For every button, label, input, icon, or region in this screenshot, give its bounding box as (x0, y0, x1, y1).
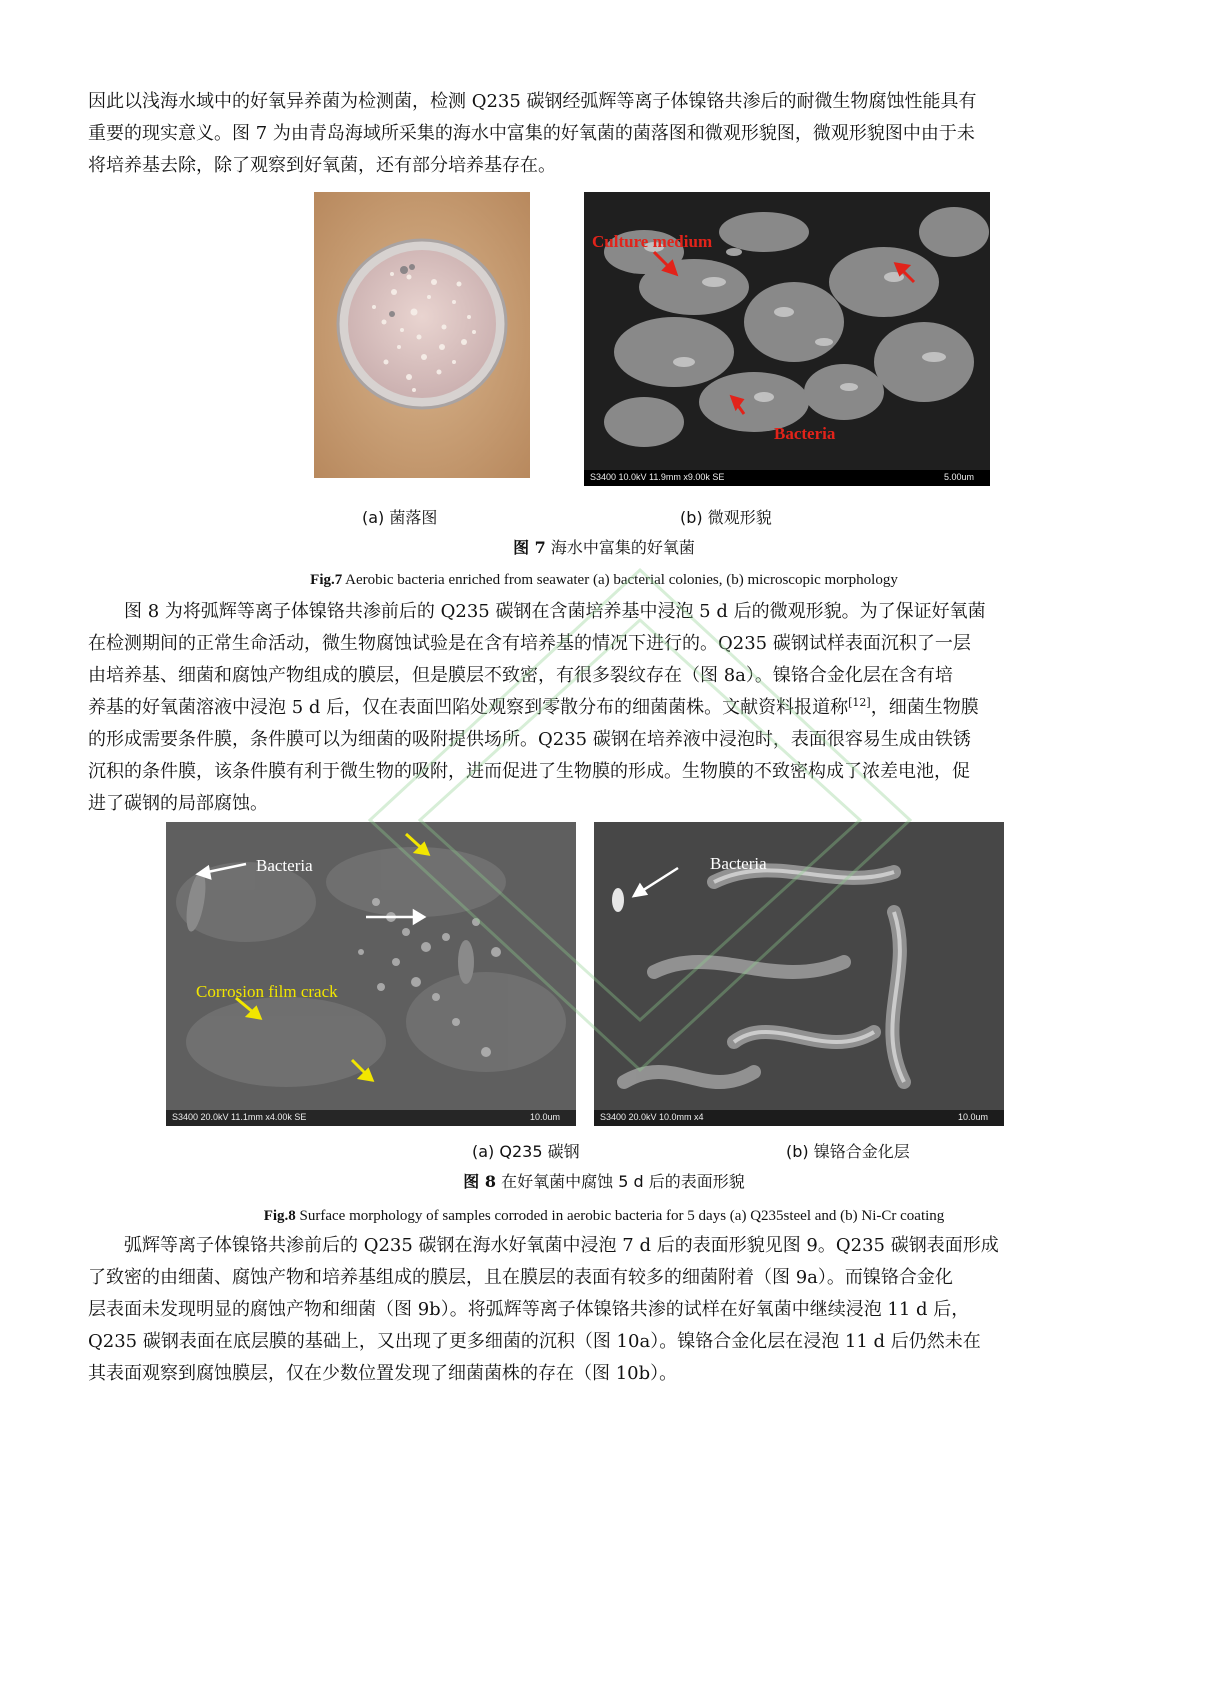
paragraph-3 (88, 1230, 1120, 1390)
sem-scale-label: 10.0um (958, 1112, 989, 1122)
caption-text: Aerobic bacteria enriched from seawater (a) bacterial colonies, (b) microscopic morphology (342, 572, 898, 588)
text-line: 沉积的条件膜，该条件膜有利于微生物的吸附，进而促进了生物膜的形成。生物膜的不致密构成了浓差电池，促 (88, 761, 970, 782)
text-line: 进了碳钢的局部腐蚀。 (88, 793, 268, 814)
figure-8b-sem-image (594, 822, 1004, 1126)
sem-info-bar: S3400 10.0kV 11.9mm x9.00k SE (590, 472, 725, 482)
text-line: 弧辉等离子体镍铬共渗前后的 Q235 碳钢在海水好氧菌中浸泡 7 d 后的表面形貌见图 9。Q235 碳钢表面形成 (124, 1235, 999, 1256)
annotation-corrosion-film-crack: Corrosion film crack (196, 982, 338, 1001)
figure-number: Fig.7 (310, 572, 343, 588)
figure-7-caption-en (0, 570, 1208, 590)
sem-info-bar: S3400 20.0kV 10.0mm x4 (600, 1112, 704, 1122)
figure-number: Fig.8 (263, 1208, 296, 1224)
annotation-culture-medium: Culture medium (592, 232, 713, 251)
figure-7-caption-cn (0, 538, 1208, 558)
paragraph-1 (88, 86, 1120, 182)
caption-text: Surface morphology of samples corroded in aerobic bacteria for 5 days (a) Q235steel and (b) Ni-Cr coating (295, 1208, 945, 1224)
figure-number: 图 8 (463, 1172, 497, 1191)
figure-8-caption-en (0, 1206, 1208, 1226)
text-line: 由培养基、细菌和腐蚀产物组成的膜层，但是膜层不致密，有很多裂纹存在（图 8a）。镍铬合金化层在含有培 (88, 665, 953, 686)
text-line: Q235 碳钢表面在底层膜的基础上，又出现了更多细菌的沉积（图 10a）。镍铬合金化层在浸泡 11 d 后仍然未在 (88, 1331, 981, 1352)
figure-8a-label: (a) Q235 碳钢 (472, 1142, 580, 1161)
text-line: 层表面未发现明显的腐蚀产物和细菌（图 9b）。将弧辉等离子体镍铬共渗的试样在好氧菌中继续浸泡 11 d 后， (88, 1299, 970, 1320)
text-line: 图 8 为将弧辉等离子体镍铬共渗前后的 Q235 碳钢在含菌培养基中浸泡 5 d 后的微观形貌。为了保证好氧菌 (124, 601, 986, 622)
text-segment: ，细菌生物膜 (870, 697, 979, 718)
sem-info-bar: S3400 20.0kV 11.1mm x4.00k SE (172, 1112, 307, 1122)
caption-text: 在好氧菌中腐蚀 5 d 后的表面形貌 (496, 1172, 745, 1191)
annotation-bacteria: Bacteria (774, 424, 836, 443)
sem-scale-label: 5.00um (944, 472, 975, 482)
text-line: 在检测期间的正常生命活动，微生物腐蚀试验是在含有培养基的情况下进行的。Q235 碳钢试样表面沉积了一层 (88, 633, 971, 654)
figure-8-caption-cn (0, 1172, 1208, 1192)
sem-scale-label: 10.0um (530, 1112, 561, 1122)
figure-8b-label: (b) 镍铬合金化层 (786, 1142, 910, 1161)
paragraph-2 (88, 596, 1120, 820)
figure-number: 图 7 (513, 538, 546, 557)
text-line: 其表面观察到腐蚀膜层，仅在少数位置发现了细菌菌株的存在（图 10b）。 (88, 1363, 678, 1384)
figure-7b-label: (b) 微观形貌 (680, 508, 772, 527)
text-line: 的形成需要条件膜，条件膜可以为细菌的吸附提供场所。Q235 碳钢在培养液中浸泡时，表面很容易生成由铁锈 (88, 729, 971, 750)
sem-texture (166, 822, 576, 1126)
figure-7a-colony-photo (314, 192, 530, 478)
caption-text: 海水中富集的好氧菌 (545, 538, 695, 557)
sem-texture (594, 822, 1004, 1126)
text-line: 了致密的由细菌、腐蚀产物和培养基组成的膜层，且在膜层的表面有较多的细菌附着（图 9a）。而镍铬合金化 (88, 1267, 953, 1288)
annotation-bacteria: Bacteria (710, 854, 767, 873)
text-line (88, 692, 1120, 724)
figure-8a-sem-image (166, 822, 576, 1126)
annotation-bacteria: Bacteria (256, 856, 313, 875)
text-line: 因此以浅海水域中的好氧异养菌为检测菌，检测 Q235 碳钢经弧辉等离子体镍铬共渗后的耐微生物腐蚀性能具有 (88, 91, 977, 112)
text-segment: 养基的好氧菌溶液中浸泡 5 d 后，仅在表面凹陷处观察到零散分布的细菌菌株。文献资料报道称 (88, 697, 849, 718)
figure-7a-label: (a) 菌落图 (362, 508, 438, 527)
text-line: 将培养基去除，除了观察到好氧菌，还有部分培养基存在。 (88, 155, 556, 176)
petri-dish-image (314, 192, 530, 478)
figure-7b-sem-image (584, 192, 990, 486)
citation: [12] (848, 696, 871, 709)
text-line: 重要的现实意义。图 7 为由青岛海域所采集的海水中富集的好氧菌的菌落图和微观形貌图，微观形貌图中由于未 (88, 123, 975, 144)
